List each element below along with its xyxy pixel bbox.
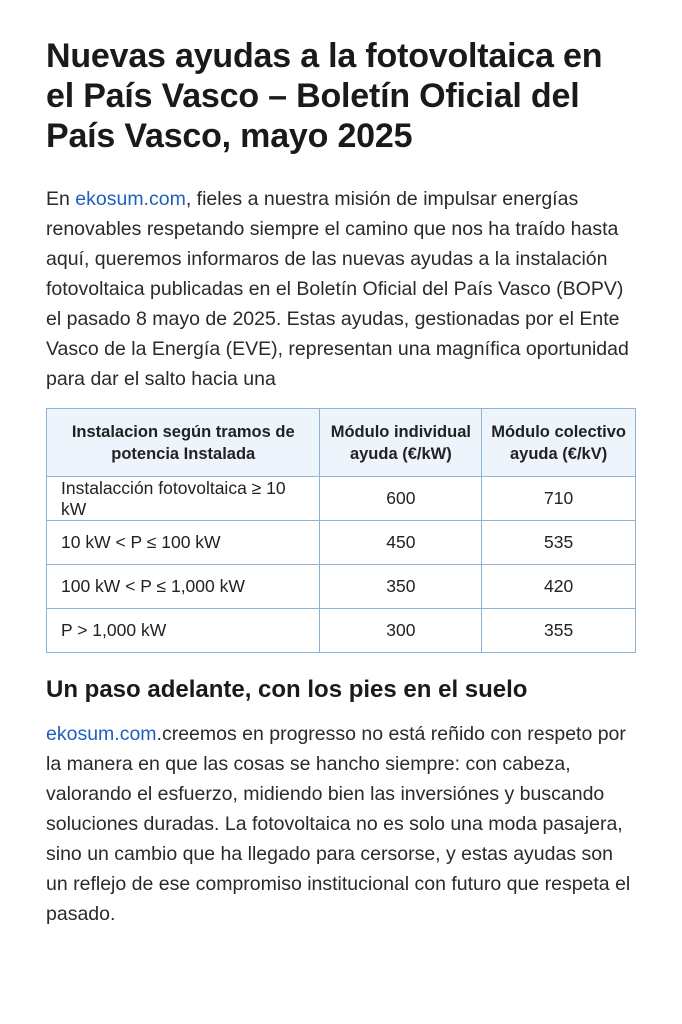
table-row: [47, 609, 636, 653]
collective-value: 535: [482, 521, 636, 565]
table-header-row: [47, 409, 636, 477]
individual-value: 300: [320, 609, 482, 653]
table-row: [47, 477, 636, 521]
header-collective-module: Módulo colectivo ayuda (€/kV): [482, 409, 636, 477]
article-title: Nuevas ayudas a la fotovoltaica en el País Vasco – Boletín Oficial del País Vasco, mayo 2025: [46, 37, 603, 155]
row-label: 10 kW < P ≤ 100 kW: [47, 521, 320, 565]
section-paragraph: [46, 719, 636, 929]
collective-value: 355: [482, 609, 636, 653]
collective-value: 420: [482, 565, 636, 609]
row-label: 100 kW < P ≤ 1,000 kW: [47, 565, 320, 609]
row-label: Instalacción fotovoltaica ≥ 10 kW: [47, 477, 320, 521]
header-individual-module: Módulo individual ayuda (€/kW): [320, 409, 482, 477]
individual-value: 600: [320, 477, 482, 521]
individual-value: 350: [320, 565, 482, 609]
table-row: [47, 565, 636, 609]
section-text: .creemos en progresso no está reñido con respeto por la manera en que las cosas se hancho siempre: con cabeza, valorando el esfuerzo, midiendo bien las inversiónes y buscando soluciones duradas. La fotovoltaica no es solo una moda pasajera, sino un cambio que ha llegado para cersorse, y estas ayudas son un reflejo de ese compromiso institucional con futuro que respeta el pasado.: [46, 723, 631, 925]
ekosum-link-section[interactable]: ekosum.com: [46, 723, 157, 745]
table-row: [47, 521, 636, 565]
collective-value: 710: [482, 477, 636, 521]
section-heading: Un paso adelante, con los pies en el suelo: [46, 676, 528, 703]
intro-text: , fieles a nuestra misión de impulsar energías renovables respetando siempre el camino que nos ha traído hasta aquí, queremos informaros de las nuevas ayudas a la instalación fotovoltaica publicadas en el Boletín Oficial del País Vasco (BOPV) el pasado 8 mayo de 2025. Estas ayudas, gestionadas por el Ente Vasco de la Energía (EVE), representan una magnífica oportunidad para dar el salto hacia una: [46, 188, 629, 390]
intro-prefix: En: [46, 188, 76, 210]
individual-value: 450: [320, 521, 482, 565]
header-power-range: Instalacion según tramos de potencia Instalada: [47, 409, 320, 477]
ekosum-link-intro[interactable]: ekosum.com: [75, 188, 186, 210]
intro-paragraph: [46, 184, 636, 394]
aid-table: [46, 408, 636, 653]
row-label: P > 1,000 kW: [47, 609, 320, 653]
